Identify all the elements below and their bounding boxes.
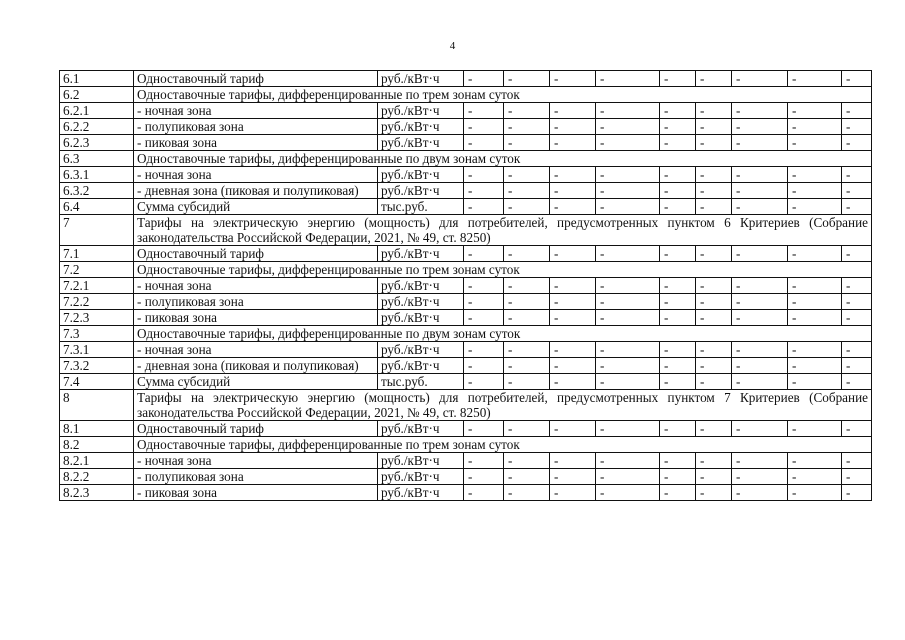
value-cell: -: [504, 278, 550, 294]
value-cell: -: [550, 469, 596, 485]
value-cell: -: [550, 199, 596, 215]
row-unit: руб./кВт·ч: [378, 342, 464, 358]
value-cell: -: [732, 199, 788, 215]
value-cell: -: [696, 453, 732, 469]
value-cell: -: [504, 342, 550, 358]
table-row: [60, 135, 872, 151]
value-cell: -: [550, 294, 596, 310]
value-cell: -: [842, 71, 872, 87]
row-number: 8.2.1: [60, 453, 134, 469]
section-row: [60, 262, 872, 278]
row-number: 7.4: [60, 374, 134, 390]
row-number: 8.1: [60, 421, 134, 437]
value-cell: -: [696, 183, 732, 199]
value-cell: -: [596, 135, 660, 151]
value-cell: -: [596, 374, 660, 390]
value-cell: -: [788, 278, 842, 294]
value-cell: -: [464, 358, 504, 374]
section-title: Одноставочные тарифы, дифференцированные по трем зонам суток: [134, 437, 872, 453]
table-row: [60, 246, 872, 262]
value-cell: -: [842, 342, 872, 358]
value-cell: -: [660, 103, 696, 119]
value-cell: -: [788, 342, 842, 358]
section-row: [60, 326, 872, 342]
row-number: 6.2.3: [60, 135, 134, 151]
table-row: [60, 167, 872, 183]
row-unit: руб./кВт·ч: [378, 294, 464, 310]
value-cell: -: [696, 119, 732, 135]
value-cell: -: [550, 342, 596, 358]
value-cell: -: [660, 421, 696, 437]
value-cell: -: [660, 485, 696, 501]
value-cell: -: [464, 71, 504, 87]
table-row: [60, 342, 872, 358]
row-number: 7.3: [60, 326, 134, 342]
row-number: 6.3: [60, 151, 134, 167]
value-cell: -: [550, 421, 596, 437]
value-cell: -: [660, 342, 696, 358]
value-cell: -: [842, 358, 872, 374]
row-number: 7.2: [60, 262, 134, 278]
value-cell: -: [596, 421, 660, 437]
value-cell: -: [504, 183, 550, 199]
value-cell: -: [550, 135, 596, 151]
row-name: - дневная зона (пиковая и полупиковая): [134, 358, 378, 374]
value-cell: -: [550, 183, 596, 199]
value-cell: -: [696, 342, 732, 358]
value-cell: -: [504, 421, 550, 437]
value-cell: -: [696, 310, 732, 326]
row-unit: руб./кВт·ч: [378, 485, 464, 501]
row-name: - ночная зона: [134, 103, 378, 119]
row-number: 7.3.2: [60, 358, 134, 374]
value-cell: -: [788, 103, 842, 119]
value-cell: -: [660, 294, 696, 310]
value-cell: -: [660, 246, 696, 262]
value-cell: -: [464, 135, 504, 151]
value-cell: -: [660, 374, 696, 390]
table-row: [60, 310, 872, 326]
value-cell: -: [732, 342, 788, 358]
value-cell: -: [732, 469, 788, 485]
value-cell: -: [660, 358, 696, 374]
value-cell: -: [504, 135, 550, 151]
value-cell: -: [788, 421, 842, 437]
value-cell: -: [660, 278, 696, 294]
row-number: 6.2.2: [60, 119, 134, 135]
row-number: 6.3.2: [60, 183, 134, 199]
row-name: - ночная зона: [134, 342, 378, 358]
section-row: [60, 151, 872, 167]
value-cell: -: [732, 485, 788, 501]
table-row: [60, 103, 872, 119]
section-row: [60, 437, 872, 453]
value-cell: -: [596, 119, 660, 135]
row-name: - ночная зона: [134, 453, 378, 469]
table-row: [60, 469, 872, 485]
row-number: 6.4: [60, 199, 134, 215]
value-cell: -: [596, 167, 660, 183]
value-cell: -: [660, 199, 696, 215]
value-cell: -: [550, 246, 596, 262]
value-cell: -: [732, 278, 788, 294]
row-number: 7.1: [60, 246, 134, 262]
value-cell: -: [788, 119, 842, 135]
row-unit: руб./кВт·ч: [378, 183, 464, 199]
value-cell: -: [504, 310, 550, 326]
value-cell: -: [696, 71, 732, 87]
value-cell: -: [596, 199, 660, 215]
value-cell: -: [596, 453, 660, 469]
value-cell: -: [696, 246, 732, 262]
value-cell: -: [732, 374, 788, 390]
section-title: Одноставочные тарифы, дифференцированные по трем зонам суток: [134, 262, 872, 278]
value-cell: -: [660, 135, 696, 151]
section-title: Одноставочные тарифы, дифференцированные по двум зонам суток: [134, 151, 872, 167]
value-cell: -: [660, 167, 696, 183]
value-cell: -: [788, 246, 842, 262]
value-cell: -: [596, 485, 660, 501]
value-cell: -: [660, 71, 696, 87]
value-cell: -: [504, 199, 550, 215]
value-cell: -: [596, 278, 660, 294]
value-cell: -: [732, 103, 788, 119]
row-name: - полупиковая зона: [134, 469, 378, 485]
value-cell: -: [660, 310, 696, 326]
row-name: - полупиковая зона: [134, 119, 378, 135]
table-row: [60, 421, 872, 437]
value-cell: -: [464, 310, 504, 326]
value-cell: -: [464, 374, 504, 390]
value-cell: -: [788, 374, 842, 390]
value-cell: -: [504, 469, 550, 485]
value-cell: -: [464, 103, 504, 119]
value-cell: -: [696, 167, 732, 183]
row-name: - ночная зона: [134, 278, 378, 294]
value-cell: -: [732, 119, 788, 135]
value-cell: -: [732, 358, 788, 374]
value-cell: -: [842, 119, 872, 135]
value-cell: -: [504, 453, 550, 469]
tariff-table: [59, 70, 872, 501]
row-number: 8.2.3: [60, 485, 134, 501]
value-cell: -: [550, 71, 596, 87]
value-cell: -: [696, 294, 732, 310]
row-unit: руб./кВт·ч: [378, 119, 464, 135]
value-cell: -: [596, 71, 660, 87]
value-cell: -: [842, 246, 872, 262]
row-unit: руб./кВт·ч: [378, 421, 464, 437]
value-cell: -: [696, 135, 732, 151]
value-cell: -: [596, 469, 660, 485]
value-cell: -: [550, 485, 596, 501]
row-number: 7.2.2: [60, 294, 134, 310]
section-title: Одноставочные тарифы, дифференцированные по двум зонам суток: [134, 326, 872, 342]
value-cell: -: [660, 183, 696, 199]
row-unit: тыс.руб.: [378, 374, 464, 390]
row-number: 7.2.1: [60, 278, 134, 294]
row-number: 6.3.1: [60, 167, 134, 183]
value-cell: -: [464, 485, 504, 501]
row-unit: руб./кВт·ч: [378, 469, 464, 485]
table-row: [60, 199, 872, 215]
value-cell: -: [732, 71, 788, 87]
value-cell: -: [842, 374, 872, 390]
value-cell: -: [842, 199, 872, 215]
value-cell: -: [696, 199, 732, 215]
value-cell: -: [504, 103, 550, 119]
value-cell: -: [696, 469, 732, 485]
row-unit: руб./кВт·ч: [378, 358, 464, 374]
value-cell: -: [732, 453, 788, 469]
table-row: [60, 374, 872, 390]
value-cell: -: [550, 103, 596, 119]
value-cell: -: [788, 167, 842, 183]
value-cell: -: [596, 246, 660, 262]
table-row: [60, 119, 872, 135]
value-cell: -: [504, 71, 550, 87]
value-cell: -: [842, 167, 872, 183]
value-cell: -: [788, 294, 842, 310]
row-number: 6.1: [60, 71, 134, 87]
value-cell: -: [504, 294, 550, 310]
value-cell: -: [842, 421, 872, 437]
table-row: [60, 358, 872, 374]
row-number: 8.2: [60, 437, 134, 453]
value-cell: -: [842, 453, 872, 469]
row-number: 6.2.1: [60, 103, 134, 119]
value-cell: -: [550, 374, 596, 390]
value-cell: -: [842, 485, 872, 501]
value-cell: -: [842, 469, 872, 485]
value-cell: -: [504, 246, 550, 262]
value-cell: -: [464, 246, 504, 262]
value-cell: -: [696, 421, 732, 437]
value-cell: -: [464, 167, 504, 183]
value-cell: -: [660, 469, 696, 485]
value-cell: -: [732, 183, 788, 199]
value-cell: -: [464, 453, 504, 469]
value-cell: -: [788, 183, 842, 199]
value-cell: -: [504, 119, 550, 135]
row-number: 7.2.3: [60, 310, 134, 326]
row-unit: руб./кВт·ч: [378, 135, 464, 151]
row-unit: руб./кВт·ч: [378, 103, 464, 119]
value-cell: -: [732, 294, 788, 310]
value-cell: -: [842, 135, 872, 151]
row-name: Одноставочный тариф: [134, 246, 378, 262]
row-unit: руб./кВт·ч: [378, 167, 464, 183]
value-cell: -: [732, 167, 788, 183]
value-cell: -: [464, 342, 504, 358]
value-cell: -: [464, 469, 504, 485]
value-cell: -: [464, 183, 504, 199]
row-name: - пиковая зона: [134, 310, 378, 326]
value-cell: -: [596, 183, 660, 199]
value-cell: -: [696, 278, 732, 294]
row-name: - пиковая зона: [134, 135, 378, 151]
row-name: - дневная зона (пиковая и полупиковая): [134, 183, 378, 199]
table-body: [60, 71, 872, 501]
row-unit: руб./кВт·ч: [378, 453, 464, 469]
value-cell: -: [842, 183, 872, 199]
row-name: - пиковая зона: [134, 485, 378, 501]
value-cell: -: [696, 374, 732, 390]
value-cell: -: [788, 358, 842, 374]
row-unit: руб./кВт·ч: [378, 246, 464, 262]
value-cell: -: [842, 310, 872, 326]
row-number: 7: [60, 215, 134, 246]
value-cell: -: [788, 71, 842, 87]
value-cell: -: [788, 310, 842, 326]
value-cell: -: [550, 278, 596, 294]
value-cell: -: [842, 278, 872, 294]
table-row: [60, 71, 872, 87]
row-unit: тыс.руб.: [378, 199, 464, 215]
row-name: Сумма субсидий: [134, 374, 378, 390]
value-cell: -: [550, 167, 596, 183]
value-cell: -: [550, 310, 596, 326]
row-name: Одноставочный тариф: [134, 421, 378, 437]
value-cell: -: [464, 421, 504, 437]
value-cell: -: [788, 485, 842, 501]
value-cell: -: [464, 119, 504, 135]
value-cell: -: [596, 342, 660, 358]
section-title: Тарифы на электрическую энергию (мощность) для потребителей, предусмотренных пунктом 7 Критериев (Собрание законодательства Российской Федерации, 2021, № 49, ст. 8250): [134, 390, 872, 421]
value-cell: -: [596, 103, 660, 119]
value-cell: -: [788, 469, 842, 485]
value-cell: -: [464, 294, 504, 310]
value-cell: -: [464, 199, 504, 215]
value-cell: -: [788, 199, 842, 215]
value-cell: -: [732, 310, 788, 326]
value-cell: -: [696, 103, 732, 119]
value-cell: -: [788, 453, 842, 469]
table-row: [60, 485, 872, 501]
table-row: [60, 183, 872, 199]
value-cell: -: [550, 453, 596, 469]
section-row: [60, 215, 872, 246]
section-row: [60, 390, 872, 421]
row-unit: руб./кВт·ч: [378, 310, 464, 326]
value-cell: -: [788, 135, 842, 151]
value-cell: -: [696, 485, 732, 501]
section-row: [60, 87, 872, 103]
value-cell: -: [504, 358, 550, 374]
section-title: Одноставочные тарифы, дифференцированные по трем зонам суток: [134, 87, 872, 103]
row-name: Сумма субсидий: [134, 199, 378, 215]
table-row: [60, 294, 872, 310]
value-cell: -: [596, 310, 660, 326]
value-cell: -: [660, 119, 696, 135]
value-cell: -: [732, 246, 788, 262]
value-cell: -: [732, 421, 788, 437]
value-cell: -: [596, 294, 660, 310]
value-cell: -: [504, 167, 550, 183]
value-cell: -: [464, 278, 504, 294]
row-name: - ночная зона: [134, 167, 378, 183]
value-cell: -: [504, 374, 550, 390]
page-number: 4: [449, 40, 456, 52]
value-cell: -: [842, 294, 872, 310]
row-unit: руб./кВт·ч: [378, 71, 464, 87]
row-number: 7.3.1: [60, 342, 134, 358]
value-cell: -: [732, 135, 788, 151]
row-number: 6.2: [60, 87, 134, 103]
value-cell: -: [550, 119, 596, 135]
value-cell: -: [550, 358, 596, 374]
table-row: [60, 453, 872, 469]
value-cell: -: [660, 453, 696, 469]
table-row: [60, 278, 872, 294]
row-unit: руб./кВт·ч: [378, 278, 464, 294]
value-cell: -: [696, 358, 732, 374]
value-cell: -: [596, 358, 660, 374]
value-cell: -: [842, 103, 872, 119]
section-title: Тарифы на электрическую энергию (мощность) для потребителей, предусмотренных пунктом 6 Критериев (Собрание законодательства Российской Федерации, 2021, № 49, ст. 8250): [134, 215, 872, 246]
row-name: - полупиковая зона: [134, 294, 378, 310]
row-name: Одноставочный тариф: [134, 71, 378, 87]
row-number: 8.2.2: [60, 469, 134, 485]
row-number: 8: [60, 390, 134, 421]
value-cell: -: [504, 485, 550, 501]
